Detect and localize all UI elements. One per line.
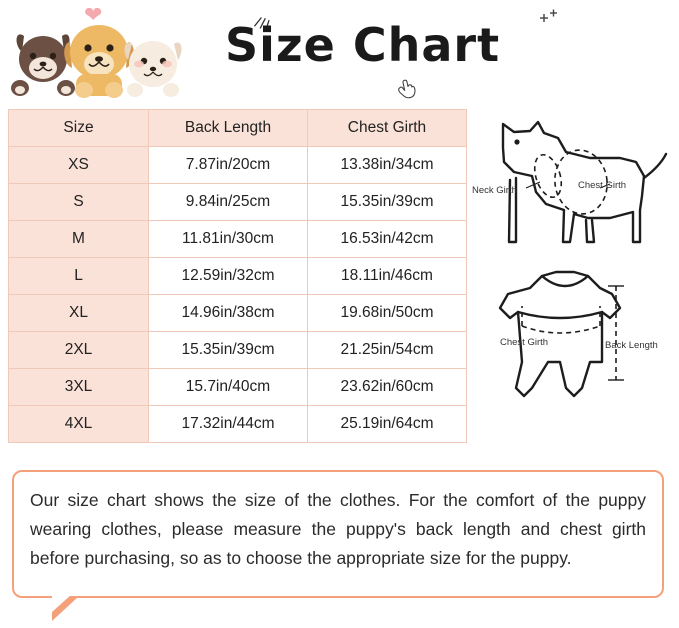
cell-chest-girth: 15.35in/39cm [308, 184, 467, 221]
cell-back-length: 15.7in/40cm [149, 369, 308, 406]
garment-outline-icon [500, 272, 620, 396]
table-header-row [9, 110, 467, 147]
size-table-container [8, 109, 466, 443]
cell-chest-girth: 18.11in/46cm [308, 258, 467, 295]
cell-size: L [9, 258, 149, 295]
cell-chest-girth: 25.19in/64cm [308, 406, 467, 443]
info-callout [12, 470, 664, 598]
label-neck-girth: Neck Girth [472, 185, 517, 196]
column-header-size: Size [9, 110, 149, 147]
cell-back-length: 17.32in/44cm [149, 406, 308, 443]
column-header-chest-girth: Chest Girth [308, 110, 467, 147]
label-chest-girth-dog: Chest Girth [578, 180, 627, 191]
heart-icon: ❤ [84, 2, 103, 27]
column-header-back-length: Back Length [149, 110, 308, 147]
cell-back-length: 9.84in/25cm [149, 184, 308, 221]
cell-back-length: 12.59in/32cm [149, 258, 308, 295]
cell-back-length: 15.35in/39cm [149, 332, 308, 369]
callout-tail-inner [52, 594, 72, 612]
cell-size: S [9, 184, 149, 221]
table-row [9, 184, 467, 221]
header [0, 0, 679, 112]
dog-neck-girth-dashed [530, 151, 566, 200]
cell-chest-girth: 23.62in/60cm [308, 369, 467, 406]
table-row [9, 221, 467, 258]
table-row [9, 406, 467, 443]
diagram-svg [470, 100, 675, 445]
table-row [9, 369, 467, 406]
cell-size: M [9, 221, 149, 258]
cell-size: XS [9, 147, 149, 184]
cell-back-length: 14.96in/38cm [149, 295, 308, 332]
sparkle-right-icon [536, 8, 562, 38]
label-chest-girth-garment: Chest Girth [500, 337, 549, 348]
measurement-illustrations [470, 100, 675, 445]
cell-chest-girth: 21.25in/54cm [308, 332, 467, 369]
cell-chest-girth: 13.38in/34cm [308, 147, 467, 184]
table-row [9, 295, 467, 332]
cell-back-length: 7.87in/20cm [149, 147, 308, 184]
cell-size: XL [9, 295, 149, 332]
cell-size: 3XL [9, 369, 149, 406]
cell-chest-girth: 16.53in/42cm [308, 221, 467, 258]
pointing-hand-icon [393, 76, 422, 107]
table-row [9, 332, 467, 369]
cell-chest-girth: 19.68in/50cm [308, 295, 467, 332]
page-title: Size Chart [225, 18, 501, 72]
cell-size: 4XL [9, 406, 149, 443]
label-back-length-garment: Back Length [605, 340, 658, 351]
dogs-illustration [6, 2, 206, 102]
garment-chest-girth-dashed [522, 326, 600, 333]
three-puppies-icon [6, 2, 206, 102]
cell-size: 2XL [9, 332, 149, 369]
size-table [8, 109, 467, 443]
table-row [9, 258, 467, 295]
cell-back-length: 11.81in/30cm [149, 221, 308, 258]
dog-eye-icon [514, 139, 519, 144]
table-row [9, 147, 467, 184]
callout-text: Our size chart shows the size of the clothes. For the comfort of the puppy wearing clothes, please measure the puppy's back length and chest girth before purchasing, so as to choose the appropriate size for the puppy. [30, 490, 646, 568]
